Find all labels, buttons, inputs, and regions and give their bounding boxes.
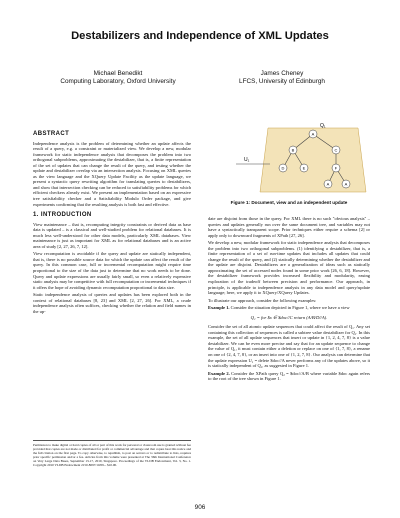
figure-caption: Figure 1: Document, view and an independent update xyxy=(230,200,348,205)
intro-paragraph: View maintenance – that is, recomputing integrity constraints or derived data as base data is updated – is a classical and well-studied problem for relational databases. It is much less well-understood for other data models, particularly XML databases. View maintenance is just as important for XML as for relational databases and is an active area of study [2, 27, 26, 7, 12]. xyxy=(33,221,191,249)
tree-node xyxy=(332,164,340,172)
update-label: U₁ xyxy=(244,157,250,163)
tree-node xyxy=(324,180,332,188)
tree-node xyxy=(342,180,350,188)
body-paragraph: Consider the set of all atomic update sequences that could affect the result of Q₁. Any set containing this collection of sequences is called a subtree value destabilizer for Q₁. In this example, the set of all update sequences that insert or update in {1, 2, 4, 7, 8} is a value destabilizer. We can be even more precise and say that for an update sequence to change the value of Q₁, it must contain either a deletion or replace on one of {1, 7, 8}, a rename on one of {2, 4, 7, 8}, or an insert into one of {1, 2, 7, 8}. Our analysis can determine that the update expression U₁ = delete $doc//A never performs any of the updates above, so it is statically independent of Q₁, as suggested in Figure 1. xyxy=(208,324,370,369)
node-label: E xyxy=(302,165,306,171)
figure-1-diagram xyxy=(208,122,370,198)
tree-node xyxy=(309,130,317,138)
author-block-2 xyxy=(197,70,367,86)
intro-paragraph: View recomputation is avoidable if the query and update are statically independent, that is, there is no possible source data for which the update can affect the result of the query. In this common case, full or incremental recomputation might require time proportional to the size of the data just to determine that no work needs to be done. Query and update expressions are usually fairly small, so even a relatively expensive static analysis may be competitive with full recomputation or incremental techniques if it offers the hope of avoiding dynamic recomputation proportional to data size. xyxy=(33,251,191,290)
paper-title: Destabilizers and Independence of XML Updates xyxy=(71,30,329,42)
body-paragraph: We develop a new, modular framework for static independence analysis that decomposes the problem into two orthogonal subproblems. (1) identifying a destabilizer, that is, a finite representation of a set of run-time updates that includes all updates that could change the result of the query, and (2) statically determining whether the destabilizer and the update are disjoint. Destabilizers are a generalization of ideas such as statically approximating the set of accessed nodes found in some prior work [26, 6, 18]. However, the destabilizer framework provides increased flexibility and modularity, easing exploration of the tradeoff between precision and performance. Our approach, in principle, is applicable to independence analysis in any data model and query/update language; here, we apply it to XQuery/XQuery Updates. xyxy=(208,240,370,296)
author-name: James Cheney xyxy=(260,70,304,77)
example-1 xyxy=(208,305,370,311)
copyright-notice: Permission to make digital or hard copies of all or part of this work for personal or classroom use is granted without fee provided that copies are not made or distributed for profit or commercial advantage and that copies bear this notice and the full citation on the first page. To copy otherwise, to republish, to post on servers or to redistribute to lists, requires prior specific permission and/or a fee. Articles from this volume were presented at The 36th International Conference on Very Large Data Bases, September 13-17, 2010, Singapore. Proceedings of the VLDB Endowment, Vol. 3, No. 1. Copyright 2010 VLDB Endowment 2150-8097/10/09... $10.00. xyxy=(33,440,191,468)
page-number: 906 xyxy=(194,504,206,511)
author-block-1 xyxy=(33,70,203,86)
tree-node xyxy=(300,164,308,172)
node-label: A xyxy=(344,181,348,187)
node-label: D xyxy=(281,165,285,171)
example-label: Example 2. xyxy=(208,370,230,376)
example-label: Example 1. xyxy=(208,305,230,311)
author-affiliation: Computing Laboratory, Oxford University xyxy=(60,78,176,85)
node-label: A xyxy=(311,131,315,137)
body-paragraph: date are disjoint from those in the query. For XML there is no such "obvious analysis" – queries and updates generally run over the same document tree, and variables may not have a syntactically transparent scope. Prior techniques either require a schema [2] or apply only to downward fragments of XPath [27, 26]. xyxy=(208,216,370,238)
intro-paragraph: Static independence analysis of queries and updates has been explored both in the context of relational databases [8, 23] and XML [2, 27, 26]. For XML, a crude independence analysis often suffices, checking whether the relation and field names in the up- xyxy=(33,292,191,314)
right-column xyxy=(208,216,370,384)
node-label: C xyxy=(334,147,338,153)
example-text: Consider the situation depicted in Figure 1, where we have a view xyxy=(230,305,350,311)
tree-node xyxy=(332,146,340,154)
node-label: B xyxy=(291,147,295,153)
body-paragraph: To illustrate our approach, consider the following examples: xyxy=(208,297,317,303)
node-label: A xyxy=(326,181,330,187)
query-label: Q₁ xyxy=(320,123,326,129)
example-text: Consider the XPath query Q₂ = $doc//A/B where variable $doc again refers to the root of the tree shown in Figure 1. xyxy=(208,370,370,382)
node-label: F xyxy=(334,165,338,171)
example-2 xyxy=(208,371,370,382)
intro-heading: 1. INTRODUCTION xyxy=(33,212,92,219)
equation: Q₁ = for $x ∈ $doc//C return (A/B/D//A). xyxy=(250,314,328,320)
left-column xyxy=(33,132,191,316)
author-affiliation: LFCS, University of Edinburgh xyxy=(239,78,325,85)
tree-node xyxy=(289,146,297,154)
tree-node xyxy=(279,164,287,172)
abstract-heading: ABSTRACT xyxy=(33,131,70,137)
author-name: Michael Benedikt xyxy=(93,70,143,77)
abstract-text: Independence analysis is the problem of determining whether an update affects the result of a query, e.g. a constraint or materialized view. We develop a new, modular framework for static independence analysis that decomposes the problem into two orthogonal subproblems, approximating the destabilizer, that is, a finite representation of the set of updates that can change the result of the query, and testing whether the update and destabilizer overlap via an intersection analysis. Focusing on XML queries as the view language and the XQuery Update Facility as the update language, we present a syntactic query rewriting algorithm for translating queries to destabilizers, and show that intersection checking can be reduced to satisfiability problems for which efficient checkers already exist. We present an implementation based on an expressive tree satisfiability checker and a Satisfiability Modulo Order package, and give experiments confirming that the resulting analysis is both fast and effective. xyxy=(33,140,191,207)
